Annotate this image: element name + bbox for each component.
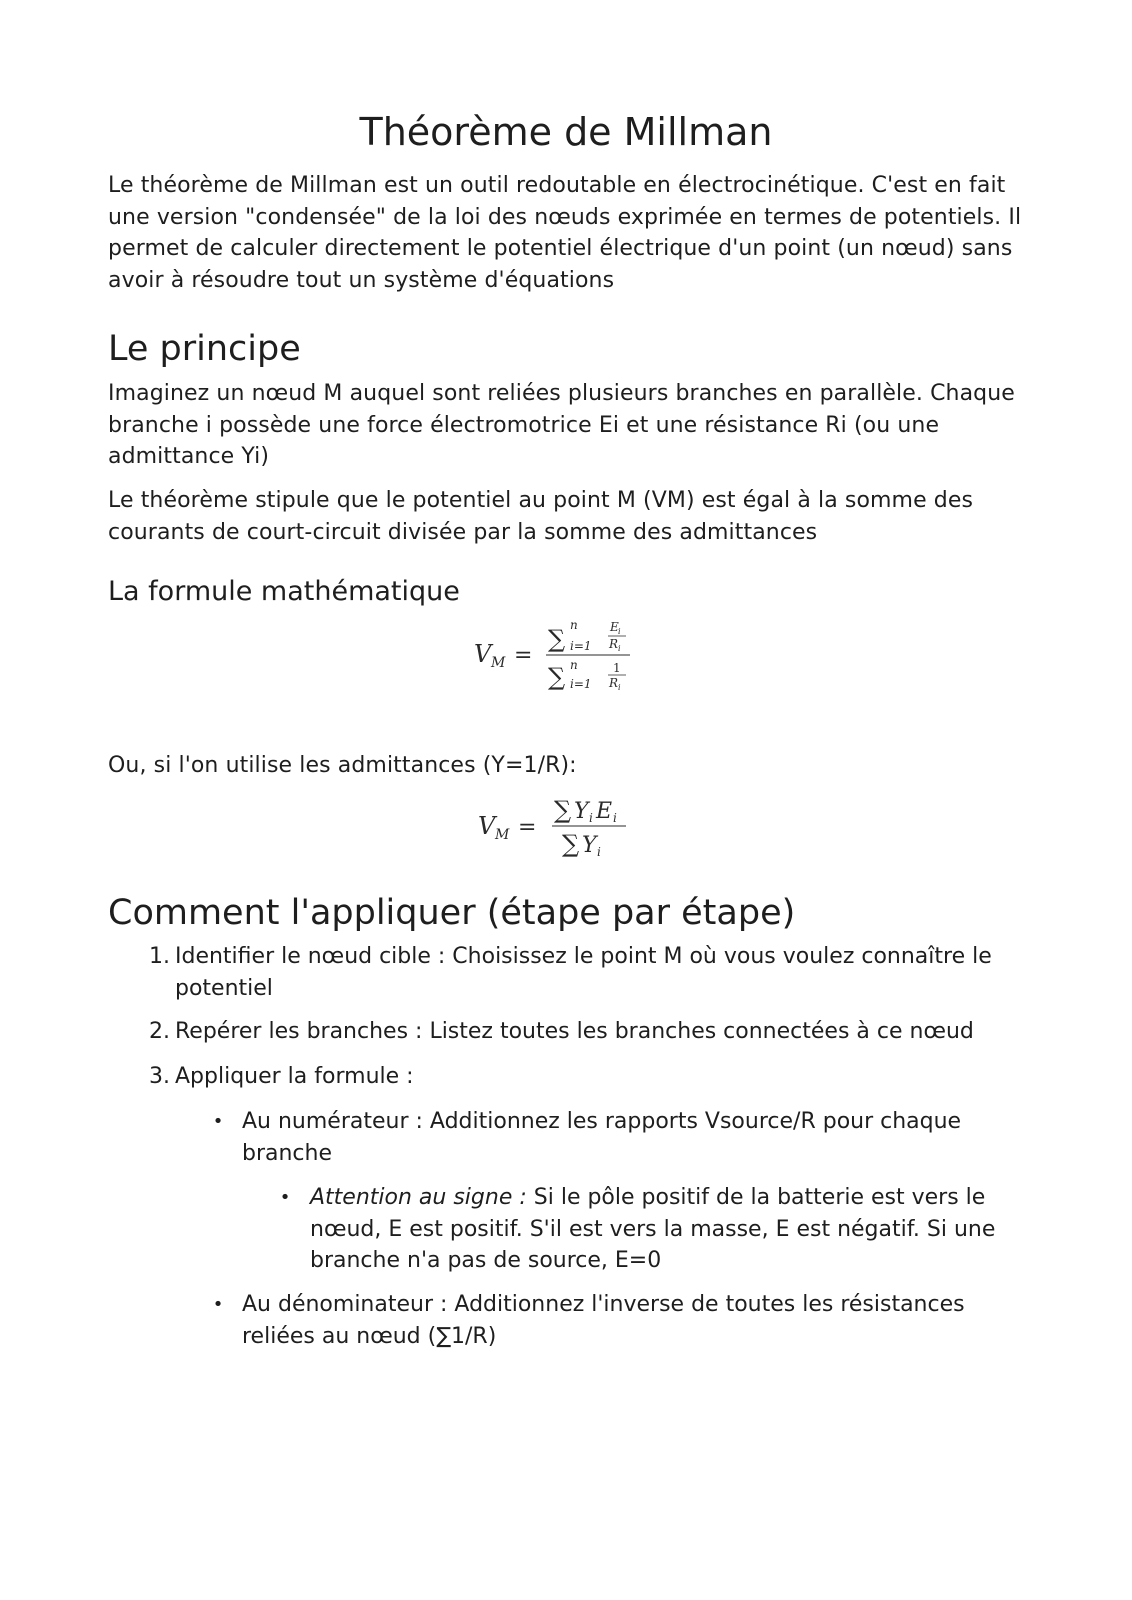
sum-symbol-numerator: ∑ bbox=[548, 625, 566, 653]
formula-lhs-v: V bbox=[474, 640, 492, 668]
numerator-y: Y bbox=[574, 799, 589, 824]
millman-formula-resistances bbox=[470, 612, 650, 698]
formula2-equals: = bbox=[518, 815, 537, 840]
denominator-y: Y bbox=[582, 833, 597, 858]
sum-upper-numerator: n bbox=[570, 618, 578, 632]
fraction-one: 1 bbox=[613, 661, 621, 675]
substep-sign-note bbox=[310, 1182, 1030, 1277]
formula2-lhs-v: V bbox=[478, 812, 496, 840]
subsection-heading-formule: La formule mathématique bbox=[108, 576, 460, 607]
bullet-icon: • bbox=[212, 1294, 224, 1315]
bullet-icon: • bbox=[212, 1111, 224, 1132]
formula2-lhs-sub: M bbox=[495, 827, 510, 843]
sum-lower-numerator: i=1 bbox=[570, 639, 592, 653]
millman-formula-admittances bbox=[474, 790, 644, 862]
fraction-r-index-denominator: i bbox=[618, 683, 621, 692]
substep-denominator: Au dénominateur : Additionnez l'inverse de toutes les résistances reliées au nœud (∑1/R) bbox=[242, 1292, 965, 1349]
principle-paragraph-1: Imaginez un nœud M auquel sont reliées plusieurs branches en parallèle. Chaque branche i possède une force électromotrice Ei et une résistance Ri (ou une admittance Yi) bbox=[108, 381, 1015, 469]
formula-lhs-sub: M bbox=[491, 655, 506, 671]
bullet-icon: • bbox=[279, 1187, 291, 1208]
intro-paragraph: Le théorème de Millman est un outil redoutable en électrocinétique. C'est en fait une version "condensée" de la loi des nœuds exprimée en termes de potentiels. Il permet de calculer directement le potentiel électrique d'un point (un nœud) sans avoir à résoudre tout un système d'équations bbox=[108, 173, 1022, 293]
section-heading-principe: Le principe bbox=[108, 329, 301, 369]
fraction-r-i: R bbox=[609, 637, 619, 651]
principle-paragraph-2: Le théorème stipule que le potentiel au point M (VM) est égal à la somme des courants de court-circuit divisée par la somme des admittances bbox=[108, 488, 974, 545]
numerator-e: E bbox=[596, 799, 613, 824]
sign-note-label: Attention au signe : bbox=[310, 1185, 527, 1210]
sum-symbol-denominator-2: ∑ bbox=[562, 830, 580, 858]
fraction-r-index: i bbox=[618, 644, 621, 653]
numerator-y-index: i bbox=[589, 811, 593, 825]
formula-equals: = bbox=[514, 643, 533, 668]
admittance-paragraph: Ou, si l'on utilise les admittances (Y=1/R): bbox=[108, 753, 577, 778]
fraction-e-index: i bbox=[618, 627, 621, 636]
sum-upper-denominator: n bbox=[570, 658, 578, 672]
step-item-3: Appliquer la formule : bbox=[175, 1064, 414, 1089]
step-item-1: Identifier le nœud cible : Choisissez le point M où vous voulez connaître le potentiel bbox=[175, 944, 992, 1001]
fraction-r-i-denominator: R bbox=[609, 676, 619, 690]
step-number-2: 2. bbox=[149, 1019, 170, 1044]
step-item-2: Repérer les branches : Listez toutes les branches connectées à ce nœud bbox=[175, 1019, 974, 1044]
sum-symbol-denominator: ∑ bbox=[548, 663, 566, 691]
step-number-3: 3. bbox=[149, 1064, 170, 1089]
page-title: Théorème de Millman bbox=[359, 110, 773, 154]
substep-numerator: Au numérateur : Additionnez les rapports Vsource/R pour chaque branche bbox=[242, 1109, 962, 1166]
denominator-y-index: i bbox=[597, 845, 601, 859]
sum-symbol-numerator-2: ∑ bbox=[554, 796, 572, 824]
sign-note-text: Si le pôle positif de la batterie est vers le nœud, E est positif. S'il est vers la masse, E est négatif. Si une branche n'a pas de source, E=0 bbox=[310, 1185, 996, 1273]
step-number-1: 1. bbox=[149, 944, 170, 969]
numerator-e-index: i bbox=[613, 811, 617, 825]
fraction-e-i: E bbox=[610, 620, 619, 634]
section-heading-etapes: Comment l'appliquer (étape par étape) bbox=[108, 893, 796, 933]
sum-lower-denominator: i=1 bbox=[570, 677, 592, 691]
